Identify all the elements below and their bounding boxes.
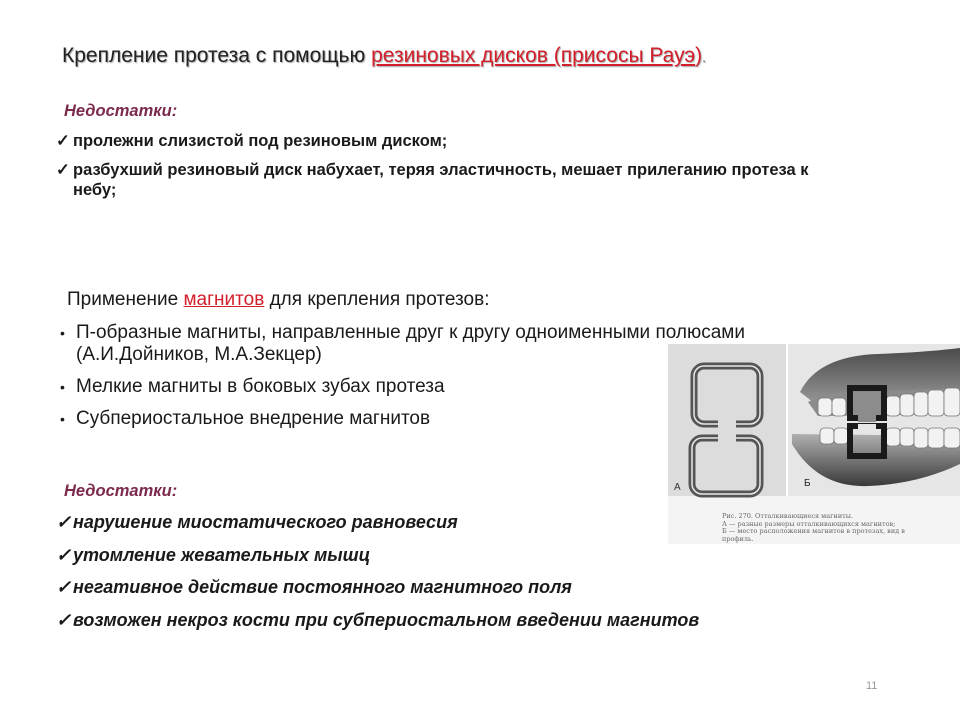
list-item: ✓ негативное действие постоянного магнитного поля (56, 577, 572, 597)
checkmark-icon: ✓ (56, 132, 70, 150)
list-item: ✓ пролежни слизистой под резиновым диском; (56, 132, 448, 150)
page-number: 11 (866, 680, 878, 692)
slide-title (62, 44, 706, 68)
checkmark-icon: ✓ (56, 161, 70, 179)
list-item: • Мелкие магниты в боковых зубах протеза (60, 376, 445, 397)
bullet-icon: • (60, 411, 65, 427)
magnets-title: Применение магнитов для крепления протезов: (67, 289, 490, 310)
list-item: ✓ разбухший резиновый диск набухает, теряя эластичность, мешает прилеганию протеза к небу; (56, 161, 809, 199)
checkmark-icon: ✓ (56, 512, 72, 532)
list-item: ✓ возможен некроз кости при субпериостальном введении магнитов (56, 609, 700, 630)
disadvantages-list-1 (56, 131, 856, 209)
list-item: ✓ утомление жевательных мышц (56, 544, 371, 565)
list-item: • П-образные магниты, направленные друг к другу одноименными полюсами (А.И.Дойников, М.А.Зекцер) (60, 322, 745, 365)
title-prefix: Крепление протеза с помощью (62, 44, 372, 67)
list-item: • Субпериостальное внедрение магнитов (60, 408, 431, 429)
checkmark-icon: ✓ (56, 544, 72, 565)
title-dot: . (702, 49, 706, 65)
checkmark-icon: ✓ (56, 609, 72, 630)
disadvantages-heading-2: Недостатки: (64, 482, 178, 500)
title-paren: ) (695, 44, 703, 67)
bullet-icon: • (60, 379, 65, 395)
figure-label-a: А (674, 482, 681, 493)
checkmark-icon: ✓ (56, 577, 72, 597)
figure-caption: Рис. 270. Отталкивающиеся магниты. А — разные размеры отталкивающихся магнитов; Б — место расположения магнитов в протезах, вид в профиль. (722, 512, 905, 543)
title-highlight: резиновых дисков (присосы Рауэ (371, 44, 696, 67)
figure-label-b: Б (804, 478, 811, 489)
magnets-link: магнитов (183, 289, 265, 310)
disadvantages-heading-1: Недостатки: (64, 102, 178, 120)
bullet-icon: • (60, 325, 65, 341)
list-item: ✓ нарушение миостатического равновесия (56, 512, 458, 532)
